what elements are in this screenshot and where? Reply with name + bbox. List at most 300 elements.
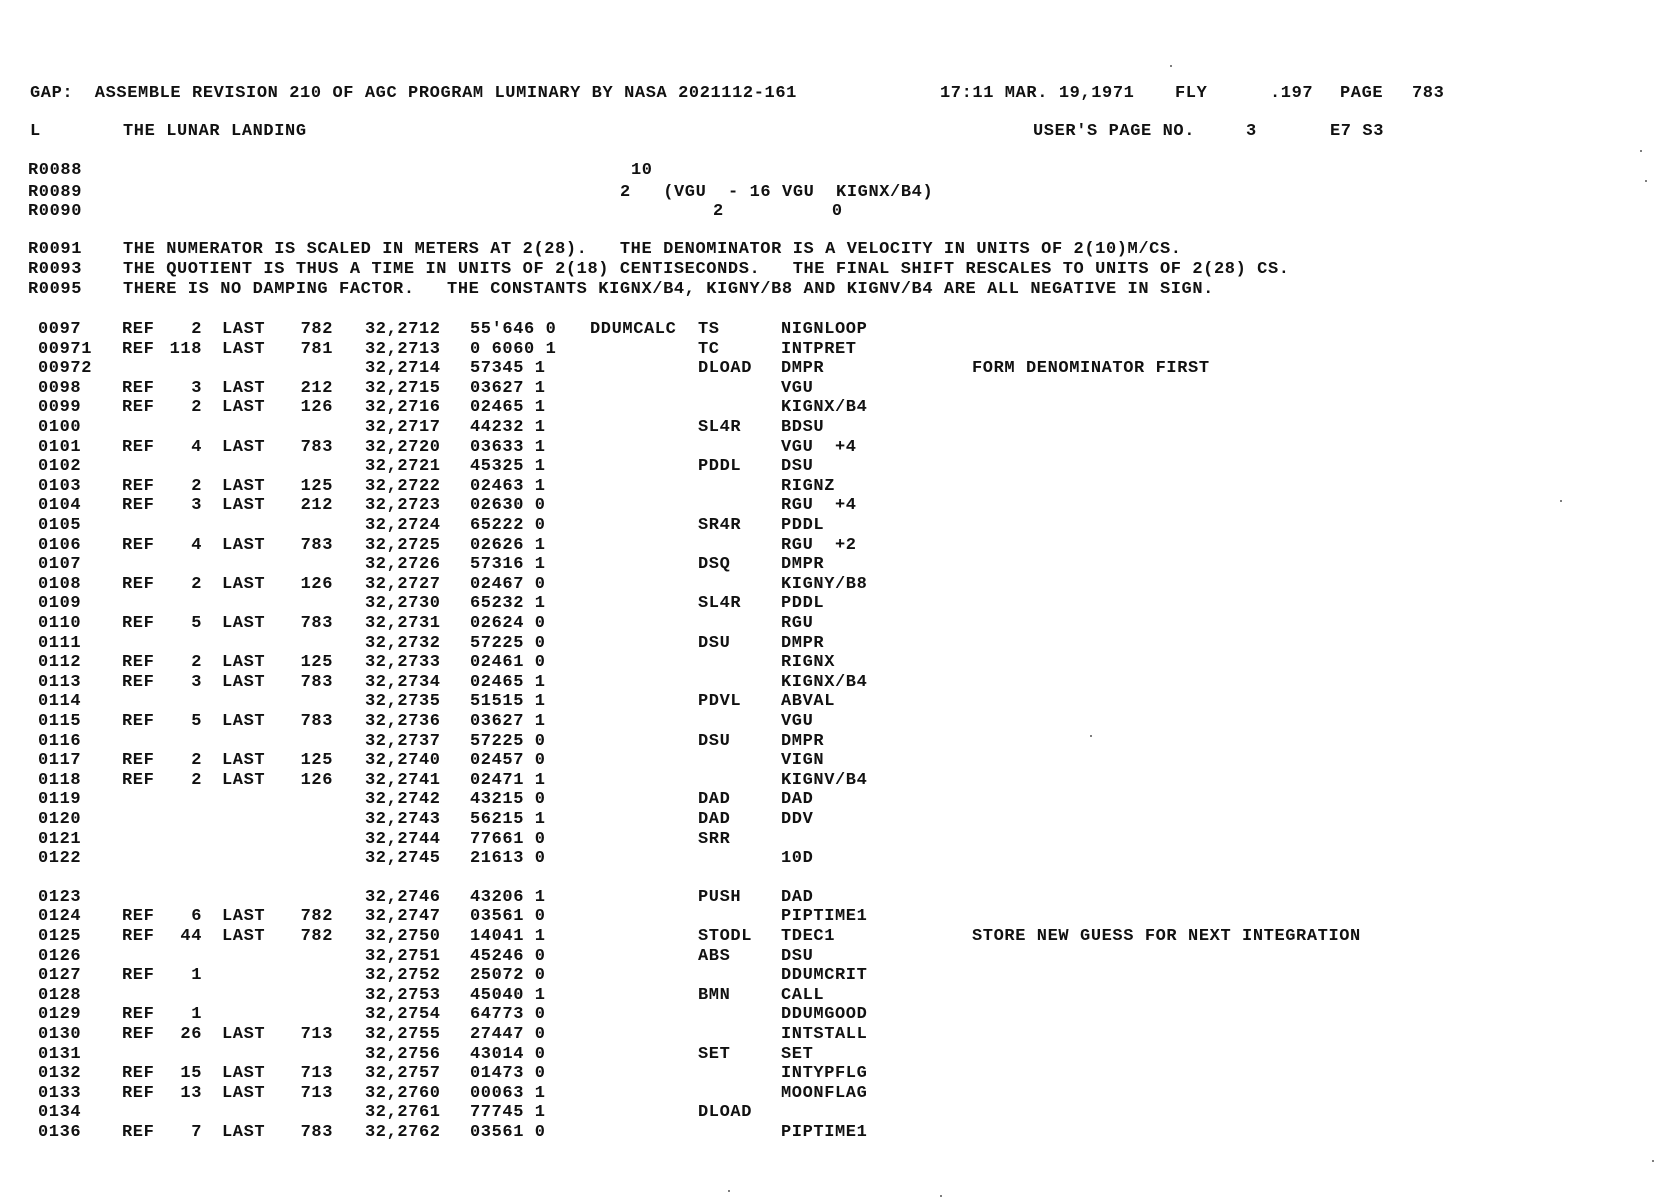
listing-operand: DMPR <box>781 633 825 653</box>
listing-addr: 32,2744 <box>365 829 441 849</box>
listing-row <box>0 1025 1660 1045</box>
listing-last: LAST <box>222 378 266 398</box>
listing-line: 0129 <box>38 1005 82 1025</box>
listing-refn: 4 <box>191 535 202 555</box>
listing-lastn: 125 <box>300 476 333 496</box>
listing-operand: VIGN <box>781 751 825 771</box>
listing-addr: 32,2736 <box>365 712 441 731</box>
listing-lastn: 126 <box>300 770 333 790</box>
listing-word: 14041 1 <box>470 927 546 946</box>
listing-row <box>0 359 1660 379</box>
listing-operand: DMPR <box>781 555 825 575</box>
listing-op: DLOAD <box>698 359 753 379</box>
listing-word: 21613 0 <box>470 849 546 869</box>
listing-operand: KIGNX/B4 <box>781 672 868 692</box>
listing-word: 57345 1 <box>470 359 546 379</box>
listing-word: 56215 1 <box>470 810 546 829</box>
listing-word: 03627 1 <box>470 378 546 398</box>
listing-lastn: 713 <box>300 1064 333 1084</box>
listing-line: 0136 <box>38 1123 82 1142</box>
remark-text: 10 <box>631 161 653 180</box>
listing-word: 02463 1 <box>470 476 546 496</box>
listing-word: 02624 0 <box>470 614 546 633</box>
listing-word: 02471 1 <box>470 770 546 790</box>
listing-line: 0128 <box>38 985 82 1005</box>
listing-op: DSU <box>698 731 731 751</box>
listing-row <box>0 477 1660 497</box>
listing-row <box>0 810 1660 830</box>
listing-ref: REF <box>122 378 155 398</box>
revision-code: .197 <box>1270 84 1314 103</box>
listing-line: 0115 <box>38 712 82 731</box>
listing-word: 45246 0 <box>470 946 546 966</box>
listing-word: 55'646 0 <box>470 320 557 339</box>
listing-row <box>0 849 1660 869</box>
listing-line: 0104 <box>38 496 82 516</box>
listing-refn: 4 <box>191 437 202 457</box>
listing-ref: REF <box>122 966 155 986</box>
listing-word: 03561 0 <box>470 1123 546 1142</box>
listing-word: 45325 1 <box>470 457 546 477</box>
listing-ref: REF <box>122 476 155 496</box>
listing-word: 65232 1 <box>470 594 546 614</box>
listing-lastn: 783 <box>300 712 333 731</box>
assembly-datetime: 17:11 MAR. 19,1971 <box>940 84 1135 103</box>
listing-line: 0108 <box>38 574 82 594</box>
listing-line: 0127 <box>38 966 82 986</box>
listing-addr: 32,2747 <box>365 907 441 927</box>
listing-row <box>0 1005 1660 1025</box>
listing-line: 0120 <box>38 810 82 829</box>
listing-word: 02465 1 <box>470 672 546 692</box>
listing-line: 0111 <box>38 633 82 653</box>
listing-row <box>0 398 1660 418</box>
section-letter: L <box>30 122 41 141</box>
listing-row <box>0 927 1660 947</box>
listing-refn: 5 <box>191 712 202 731</box>
listing-last: LAST <box>222 927 266 946</box>
listing-operand: MOONFLAG <box>781 1083 868 1103</box>
listing-operand: RIGNX <box>781 653 836 673</box>
listing-row <box>0 830 1660 850</box>
listing-line: 0110 <box>38 614 82 633</box>
listing-row <box>0 692 1660 712</box>
listing-operand: ABVAL <box>781 692 836 712</box>
listing-op: SRR <box>698 829 731 849</box>
remark-id: R0089 <box>28 183 83 202</box>
listing-lastn: 125 <box>300 751 333 771</box>
page-number: 783 <box>1412 84 1445 103</box>
listing-op: SET <box>698 1044 731 1064</box>
listing-addr: 32,2735 <box>365 692 441 712</box>
listing-refn: 1 <box>191 966 202 986</box>
listing-ref: REF <box>122 1064 155 1084</box>
listing-lastn: 781 <box>300 339 333 359</box>
listing-comment: FORM DENOMINATOR FIRST <box>972 359 1210 379</box>
listing-addr: 32,2753 <box>365 985 441 1005</box>
listing-word: 57316 1 <box>470 555 546 575</box>
listing-line: 0117 <box>38 751 82 771</box>
listing-last: LAST <box>222 437 266 457</box>
listing-row <box>0 1045 1660 1065</box>
remark-id: R0090 <box>28 202 83 221</box>
listing-row <box>0 771 1660 791</box>
listing-ref: REF <box>122 496 155 516</box>
listing-operand: RGU +4 <box>781 496 857 516</box>
listing-op: PDDL <box>698 457 742 477</box>
listing-word: 00063 1 <box>470 1083 546 1103</box>
listing-addr: 32,2741 <box>365 770 441 790</box>
listing-row <box>0 751 1660 771</box>
listing-addr: 32,2731 <box>365 614 441 633</box>
listing-op: PUSH <box>698 887 742 907</box>
listing-last: LAST <box>222 1083 266 1103</box>
listing-op: SR4R <box>698 516 742 535</box>
listing-refn: 1 <box>191 1005 202 1025</box>
listing-ref: REF <box>122 751 155 771</box>
listing-line: 0126 <box>38 946 82 966</box>
listing-line: 0123 <box>38 887 82 907</box>
listing-row <box>0 516 1660 536</box>
listing-lastn: 212 <box>300 496 333 516</box>
listing-row <box>0 986 1660 1006</box>
listing-lastn: 713 <box>300 1025 333 1044</box>
listing-lastn: 212 <box>300 378 333 398</box>
listing-word: 03561 0 <box>470 907 546 927</box>
listing-word: 02626 1 <box>470 535 546 555</box>
listing-lastn: 125 <box>300 653 333 673</box>
listing-word: 0 6060 1 <box>470 339 557 359</box>
scan-speck <box>728 1190 730 1192</box>
listing-ref: REF <box>122 1025 155 1044</box>
listing-last: LAST <box>222 712 266 731</box>
listing-refn: 2 <box>191 398 202 418</box>
listing-line: 0109 <box>38 594 82 614</box>
listing-operand: RIGNZ <box>781 476 836 496</box>
listing-ref: REF <box>122 653 155 673</box>
scan-speck <box>1170 65 1172 67</box>
listing-last: LAST <box>222 1123 266 1142</box>
listing-refn: 3 <box>191 672 202 692</box>
listing-line: 0134 <box>38 1103 82 1123</box>
listing-lastn: 126 <box>300 574 333 594</box>
listing-row <box>0 320 1660 340</box>
listing-line: 00971 <box>38 339 93 359</box>
listing-refn: 26 <box>180 1025 202 1044</box>
listing-line: 0131 <box>38 1044 82 1064</box>
listing-refn: 2 <box>191 770 202 790</box>
listing-operand: INTYPFLG <box>781 1064 868 1084</box>
remark-text: 2 0 <box>713 202 843 221</box>
users-page-number: 3 <box>1246 122 1257 141</box>
listing-ref: REF <box>122 770 155 790</box>
listing-addr: 32,2757 <box>365 1064 441 1084</box>
listing-word: 27447 0 <box>470 1025 546 1044</box>
listing-word: 64773 0 <box>470 1005 546 1025</box>
listing-word: 44232 1 <box>470 418 546 437</box>
listing-operand: VGU +4 <box>781 437 857 457</box>
listing-last: LAST <box>222 672 266 692</box>
listing-refn: 5 <box>191 614 202 633</box>
listing-addr: 32,2760 <box>365 1083 441 1103</box>
fly-label: FLY <box>1175 84 1208 103</box>
listing-operand: DDUMCRIT <box>781 966 868 986</box>
listing-refn: 6 <box>191 907 202 927</box>
remark-id: R0091 <box>28 240 83 259</box>
listing-line: 0122 <box>38 849 82 869</box>
listing-last: LAST <box>222 653 266 673</box>
listing-word: 02461 0 <box>470 653 546 673</box>
listing-line: 0125 <box>38 927 82 946</box>
listing-refn: 44 <box>180 927 202 946</box>
listing-addr: 32,2751 <box>365 946 441 966</box>
listing-operand: 10D <box>781 849 814 869</box>
listing-addr: 32,2716 <box>365 398 441 418</box>
listing-lastn: 782 <box>300 320 333 339</box>
listing-line: 0116 <box>38 731 82 751</box>
listing-addr: 32,2740 <box>365 751 441 771</box>
listing-row <box>0 947 1660 967</box>
listing-ref: REF <box>122 320 155 339</box>
listing-addr: 32,2755 <box>365 1025 441 1044</box>
listing-line: 0098 <box>38 378 82 398</box>
listing-lastn: 783 <box>300 437 333 457</box>
listing-op: DAD <box>698 810 731 829</box>
listing-operand: RGU +2 <box>781 535 857 555</box>
listing-row <box>0 555 1660 575</box>
listing-ref: REF <box>122 535 155 555</box>
listing-op: TS <box>698 320 720 339</box>
listing-lastn: 126 <box>300 398 333 418</box>
listing-operand: VGU <box>781 378 814 398</box>
listing-operand: INTSTALL <box>781 1025 868 1044</box>
listing-addr: 32,2730 <box>365 594 441 614</box>
listing-row <box>0 536 1660 556</box>
listing-refn: 2 <box>191 476 202 496</box>
listing-op: DSQ <box>698 555 731 575</box>
listing-addr: 32,2734 <box>365 672 441 692</box>
listing-operand: RGU <box>781 614 814 633</box>
listing-operand: KIGNV/B4 <box>781 770 868 790</box>
listing-last: LAST <box>222 614 266 633</box>
listing-operand: DDUMGOOD <box>781 1005 868 1025</box>
listing-addr: 32,2746 <box>365 887 441 907</box>
listing-last: LAST <box>222 476 266 496</box>
listing-word: 02457 0 <box>470 751 546 771</box>
listing-operand: DSU <box>781 946 814 966</box>
listing-operand: DAD <box>781 790 814 810</box>
listing-row <box>0 340 1660 360</box>
listing-row <box>0 614 1660 634</box>
listing-word: 43215 0 <box>470 790 546 810</box>
listing-refn: 2 <box>191 320 202 339</box>
listing-last: LAST <box>222 751 266 771</box>
listing-word: 02467 0 <box>470 574 546 594</box>
scan-speck <box>1652 1160 1654 1162</box>
listing-row <box>0 438 1660 458</box>
listing-last: LAST <box>222 1025 266 1044</box>
listing-operand: KIGNY/B8 <box>781 574 868 594</box>
listing-word: 45040 1 <box>470 985 546 1005</box>
listing-ref: REF <box>122 1083 155 1103</box>
scan-speck <box>1560 500 1562 502</box>
assembler-header: GAP: ASSEMBLE REVISION 210 OF AGC PROGRAM LUMINARY BY NASA 2021112-161 <box>30 84 797 103</box>
listing-word: 77661 0 <box>470 829 546 849</box>
listing-refn: 2 <box>191 574 202 594</box>
listing-word: 43206 1 <box>470 887 546 907</box>
listing-addr: 32,2715 <box>365 378 441 398</box>
remark-id: R0095 <box>28 280 83 299</box>
listing-addr: 32,2720 <box>365 437 441 457</box>
listing-word: 51515 1 <box>470 692 546 712</box>
section-title: THE LUNAR LANDING <box>123 122 307 141</box>
listing-op: SL4R <box>698 594 742 614</box>
listing-label: DDUMCALC <box>590 320 677 339</box>
listing-word: 43014 0 <box>470 1044 546 1064</box>
listing-addr: 32,2722 <box>365 476 441 496</box>
listing-line: 0121 <box>38 829 82 849</box>
listing-addr: 32,2721 <box>365 457 441 477</box>
listing-ref: REF <box>122 614 155 633</box>
listing-word: 02465 1 <box>470 398 546 418</box>
listing-last: LAST <box>222 339 266 359</box>
listing-row <box>0 1064 1660 1084</box>
listing-op: STODL <box>698 927 753 946</box>
listing-operand: BDSU <box>781 418 825 437</box>
listing-row <box>0 966 1660 986</box>
listing-operand: DSU <box>781 457 814 477</box>
listing-line: 0133 <box>38 1083 82 1103</box>
listing-ref: REF <box>122 398 155 418</box>
listing-word: 03627 1 <box>470 712 546 731</box>
listing-last: LAST <box>222 1064 266 1084</box>
listing-row <box>0 907 1660 927</box>
listing-row <box>0 457 1660 477</box>
listing-ref: REF <box>122 437 155 457</box>
listing-addr: 32,2743 <box>365 810 441 829</box>
listing-operand: DMPR <box>781 359 825 379</box>
listing-addr: 32,2745 <box>365 849 441 869</box>
listing-line: 0113 <box>38 672 82 692</box>
remark-text: THE NUMERATOR IS SCALED IN METERS AT 2(28). THE DENOMINATOR IS A VELOCITY IN UNITS OF 2(10)M/CS. <box>123 240 1182 259</box>
listing-addr: 32,2733 <box>365 653 441 673</box>
scan-speck <box>1645 180 1647 182</box>
listing-word: 65222 0 <box>470 516 546 535</box>
listing-row <box>0 418 1660 438</box>
listing-addr: 32,2713 <box>365 339 441 359</box>
listing-addr: 32,2761 <box>365 1103 441 1123</box>
listing-line: 0100 <box>38 418 82 437</box>
extra-code: E7 S3 <box>1330 122 1385 141</box>
listing-operand: PDDL <box>781 516 825 535</box>
listing-op: SL4R <box>698 418 742 437</box>
listing-lastn: 783 <box>300 672 333 692</box>
listing-row <box>0 1103 1660 1123</box>
listing-addr: 32,2723 <box>365 496 441 516</box>
listing-line: 0106 <box>38 535 82 555</box>
listing-refn: 15 <box>180 1064 202 1084</box>
listing-addr: 32,2727 <box>365 574 441 594</box>
listing-last: LAST <box>222 907 266 927</box>
listing-ref: REF <box>122 339 155 359</box>
listing-operand: PIPTIME1 <box>781 907 868 927</box>
listing-line: 00972 <box>38 359 93 379</box>
listing-operand: PDDL <box>781 594 825 614</box>
listing-operand: DMPR <box>781 731 825 751</box>
listing-row <box>0 653 1660 673</box>
listing-row <box>0 1123 1660 1143</box>
listing-row <box>0 732 1660 752</box>
listing-row <box>0 496 1660 516</box>
listing-refn: 118 <box>169 339 202 359</box>
listing-addr: 32,2717 <box>365 418 441 437</box>
listing-addr: 32,2756 <box>365 1044 441 1064</box>
listing-op: BMN <box>698 985 731 1005</box>
listing-row <box>0 673 1660 693</box>
listing-last: LAST <box>222 398 266 418</box>
listing-row <box>0 888 1660 908</box>
listing-op: DAD <box>698 790 731 810</box>
remark-text: 2 (VGU - 16 VGU KIGNX/B4) <box>620 183 934 202</box>
listing-ref: REF <box>122 1123 155 1142</box>
listing-last: LAST <box>222 496 266 516</box>
listing-operand: INTPRET <box>781 339 857 359</box>
listing-operand: TDEC1 <box>781 927 836 946</box>
listing-lastn: 782 <box>300 927 333 946</box>
listing-line: 0132 <box>38 1064 82 1084</box>
listing-addr: 32,2712 <box>365 320 441 339</box>
listing-addr: 32,2725 <box>365 535 441 555</box>
listing-last: LAST <box>222 320 266 339</box>
listing-refn: 2 <box>191 751 202 771</box>
listing-word: 25072 0 <box>470 966 546 986</box>
listing-refn: 3 <box>191 378 202 398</box>
listing-addr: 32,2752 <box>365 966 441 986</box>
listing-line: 0119 <box>38 790 82 810</box>
listing-op: DSU <box>698 633 731 653</box>
listing-line: 0105 <box>38 516 82 535</box>
listing-operand: PIPTIME1 <box>781 1123 868 1142</box>
listing-last: LAST <box>222 574 266 594</box>
listing-line: 0130 <box>38 1025 82 1044</box>
listing-line: 0097 <box>38 320 82 339</box>
listing-refn: 3 <box>191 496 202 516</box>
listing-row <box>0 790 1660 810</box>
listing-operand: SET <box>781 1044 814 1064</box>
listing-addr: 32,2742 <box>365 790 441 810</box>
listing-comment: STORE NEW GUESS FOR NEXT INTEGRATION <box>972 927 1361 946</box>
remark-id: R0093 <box>28 260 83 279</box>
listing-row <box>0 575 1660 595</box>
scan-speck <box>940 1195 942 1197</box>
listing-ref: REF <box>122 712 155 731</box>
listing-addr: 32,2737 <box>365 731 441 751</box>
scan-speck <box>1640 150 1642 152</box>
listing-operand: DDV <box>781 810 814 829</box>
remark-id: R0088 <box>28 161 83 180</box>
listing-ref: REF <box>122 672 155 692</box>
listing-addr: 32,2732 <box>365 633 441 653</box>
listing-op: TC <box>698 339 720 359</box>
listing-operand: VGU <box>781 712 814 731</box>
listing-word: 01473 0 <box>470 1064 546 1084</box>
remark-text: THE QUOTIENT IS THUS A TIME IN UNITS OF 2(18) CENTISECONDS. THE FINAL SHIFT RESCALES TO UNITS OF 2(28) CS. <box>123 260 1290 279</box>
listing-line: 0103 <box>38 476 82 496</box>
listing-refn: 7 <box>191 1123 202 1142</box>
listing-lastn: 783 <box>300 1123 333 1142</box>
listing-word: 03633 1 <box>470 437 546 457</box>
listing-line: 0118 <box>38 770 82 790</box>
